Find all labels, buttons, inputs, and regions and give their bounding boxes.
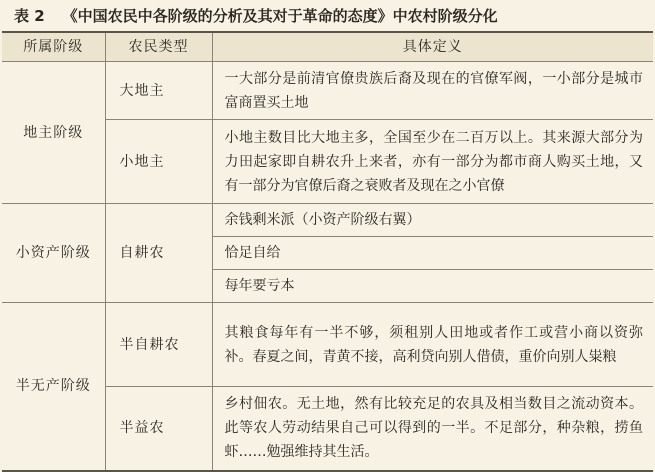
table-row bbox=[2, 303, 653, 387]
definition-owner-deficit: 每年要亏本 bbox=[212, 270, 653, 303]
type-sharecropper: 半益农 bbox=[105, 387, 212, 471]
definition-big-landlord: 一大部分是前清官僚贵族后裔及现在的官僚军阀，一小部分是城市富商置买土地 bbox=[212, 62, 653, 120]
header-row bbox=[2, 32, 653, 62]
header-type: 农民类型 bbox=[105, 32, 212, 62]
definition-owner-sufficient: 恰足自给 bbox=[212, 237, 653, 270]
table-caption bbox=[0, 0, 655, 30]
class-petty-bourgeois: 小资产阶级 bbox=[2, 204, 105, 303]
definition-small-landlord: 小地主数目比大地主多，全国至少在二百万以上。其来源大部分为力田起家即自耕农升上来者，亦有一部分为都市商人购买土地，又有一部分为官僚后裔之衰败者及现在之小官僚 bbox=[212, 120, 653, 204]
definition-owner-surplus: 余钱剩米派（小资产阶级右翼） bbox=[212, 204, 653, 237]
class-semi-proletariat: 半无产阶级 bbox=[2, 303, 105, 471]
definition-semi-owner-peasant: 其粮食每年有一半不够，须租别人田地或者作工或营小商以资弥补。春夏之间，青黄不接，高利贷向别人借债，重价向别人粜粮 bbox=[212, 303, 653, 387]
type-small-landlord: 小地主 bbox=[105, 120, 212, 204]
type-big-landlord: 大地主 bbox=[105, 62, 212, 120]
table-row bbox=[2, 204, 653, 237]
class-division-table bbox=[2, 31, 653, 472]
table-title: 《中国农民中各阶级的分析及其对于革命的态度》中农村阶级分化 bbox=[62, 6, 498, 25]
table-row bbox=[2, 62, 653, 120]
definition-sharecropper: 乡村佃农。无土地，然有比较充足的农具及相当数目之流动资本。此等农人劳动结果自己可以得到的一半。不足部分，种杂粮，捞鱼虾……勉强维持其生活。 bbox=[212, 387, 653, 471]
header-definition: 具体定义 bbox=[212, 32, 653, 62]
table-number: 表 2 bbox=[14, 6, 45, 25]
type-semi-owner-peasant: 半自耕农 bbox=[105, 303, 212, 387]
class-landlord: 地主阶级 bbox=[2, 62, 105, 204]
type-owner-peasant: 自耕农 bbox=[105, 204, 212, 303]
header-class: 所属阶级 bbox=[2, 32, 105, 62]
